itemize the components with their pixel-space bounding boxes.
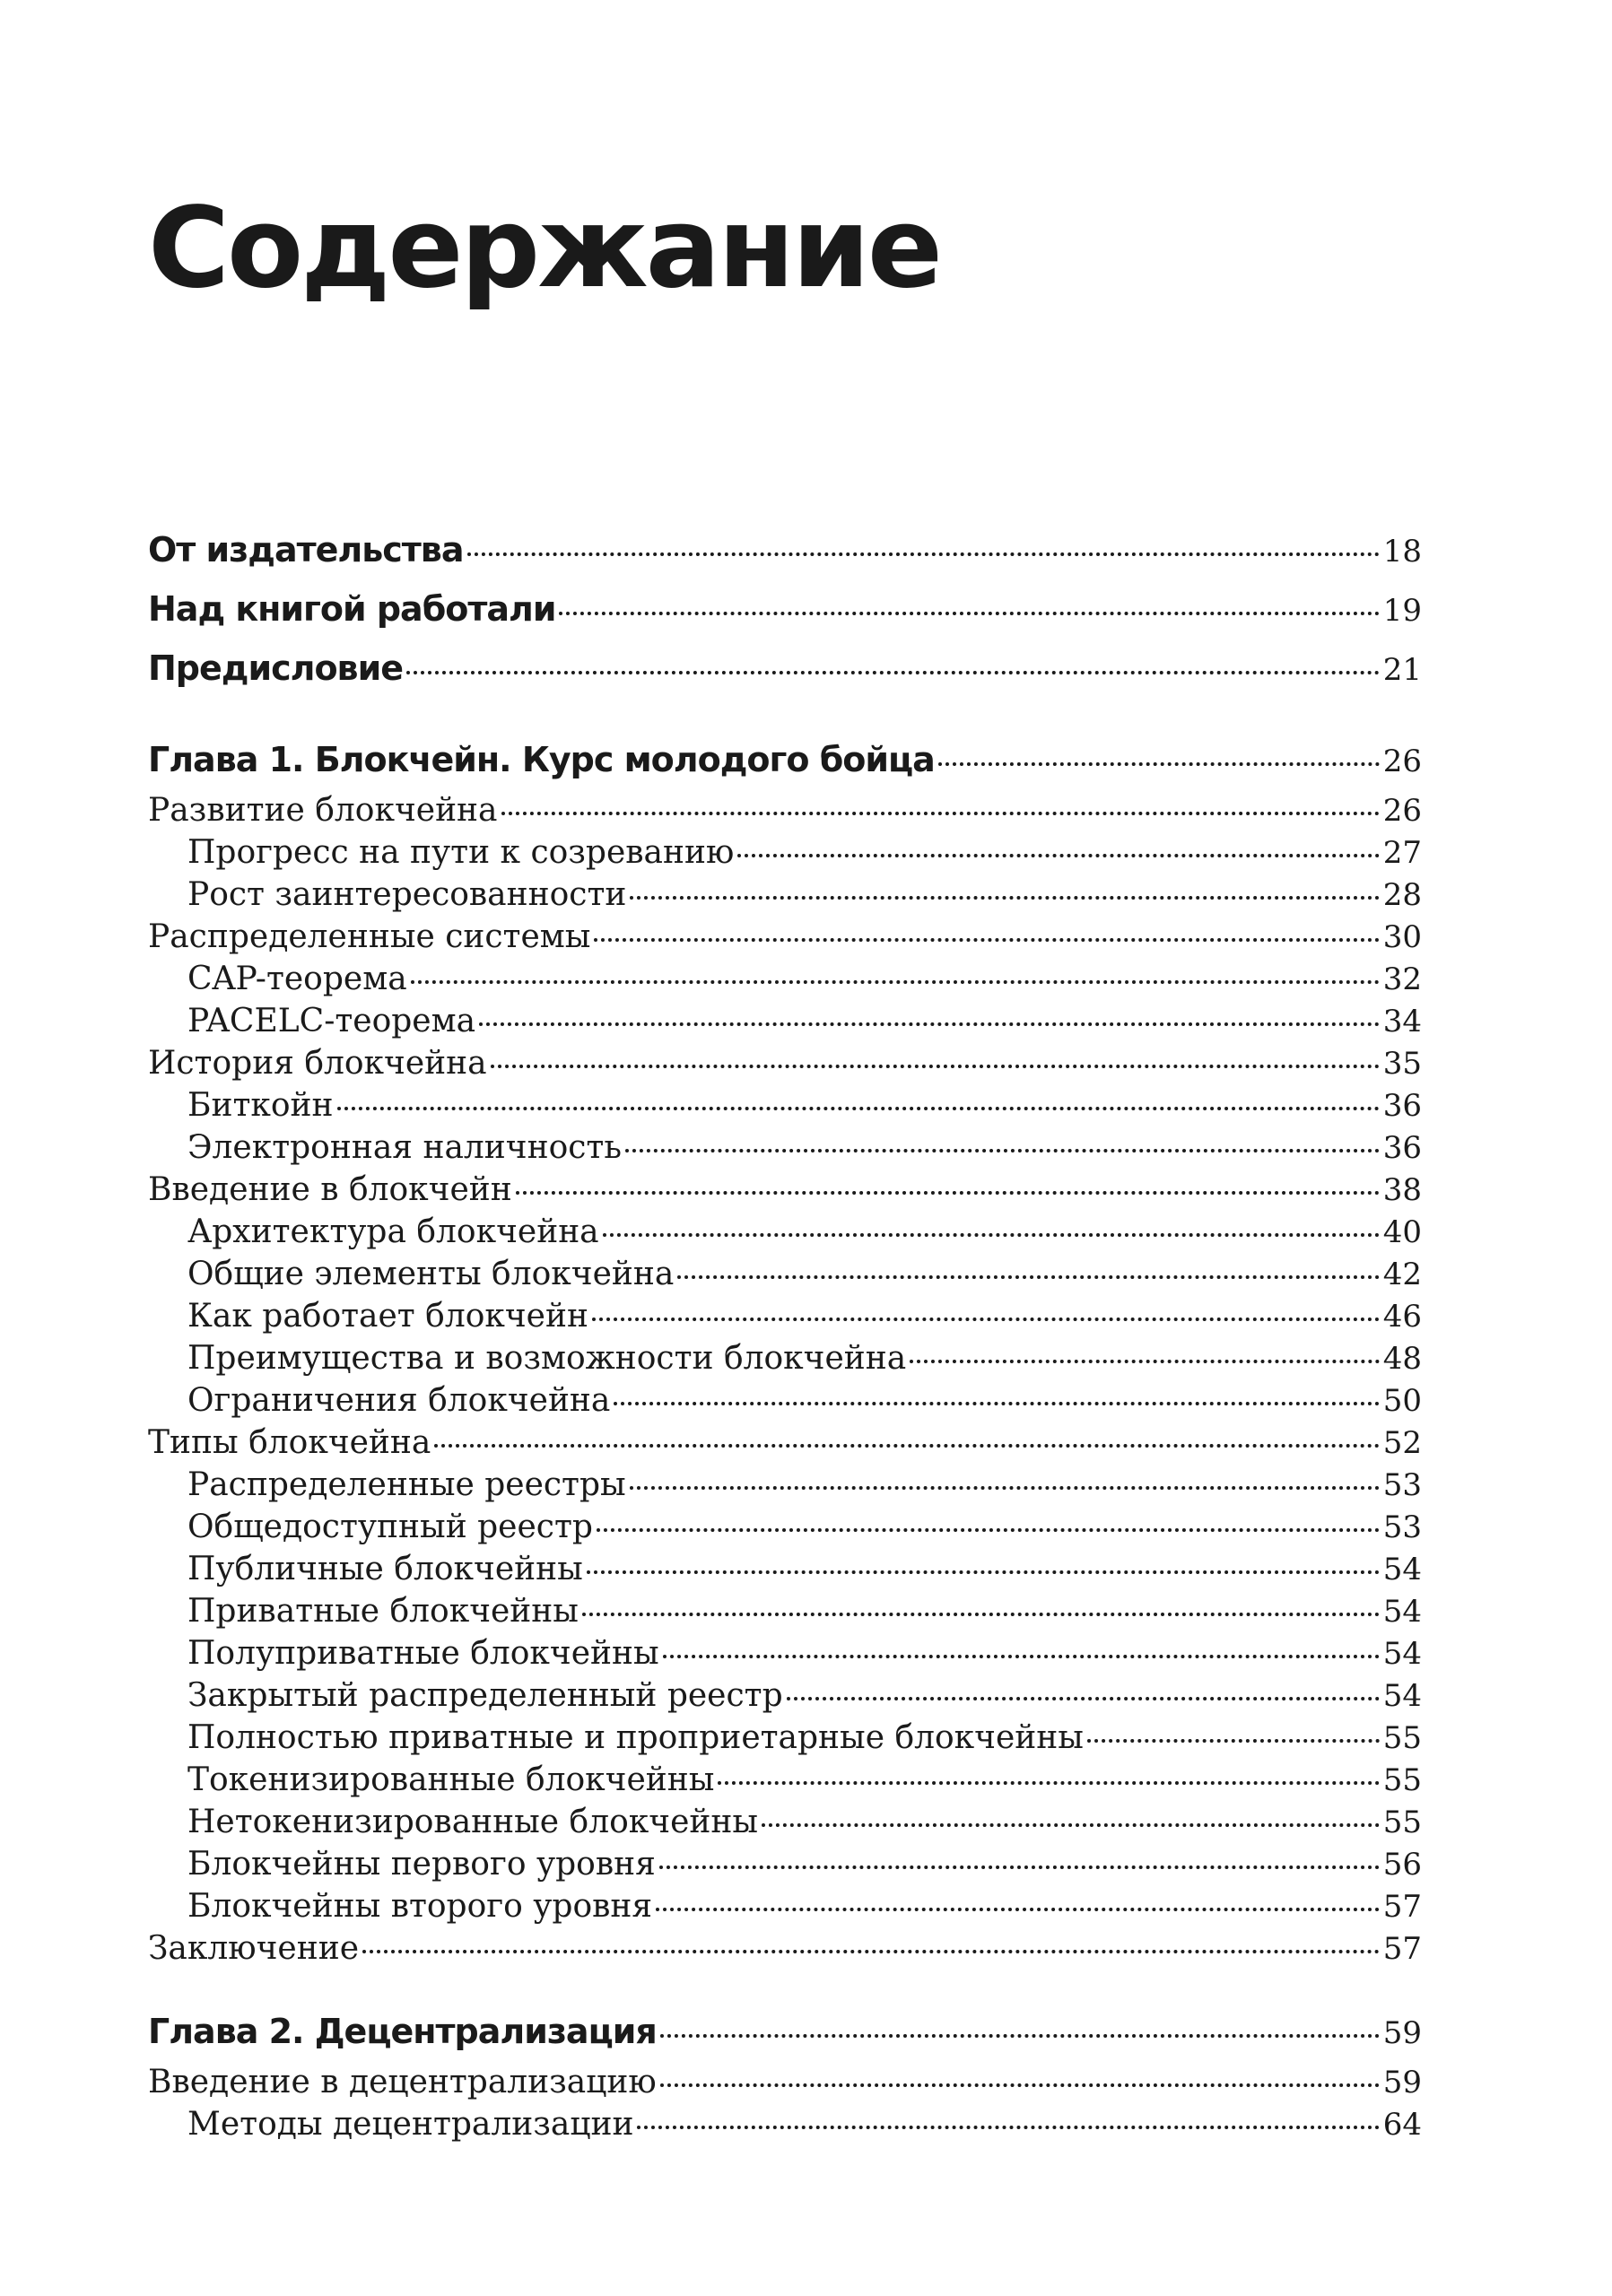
dot-leader <box>337 1107 1380 1110</box>
toc-entry[interactable] <box>148 1000 1422 1042</box>
toc-entry[interactable] <box>148 520 1422 579</box>
toc-entry-page-number: 55 <box>1382 1805 1422 1840</box>
toc-entry-page-number: 32 <box>1382 961 1422 997</box>
dot-leader <box>406 671 1380 674</box>
toc-entry[interactable] <box>148 1717 1422 1759</box>
dot-leader <box>614 1402 1379 1405</box>
toc-entry-page-number: 26 <box>1382 793 1422 829</box>
toc-entry-page-number: 36 <box>1382 1130 1422 1166</box>
toc-entry-title: От издательства <box>148 530 464 570</box>
dot-leader <box>501 812 1380 815</box>
dot-leader <box>660 2083 1380 2087</box>
toc-entry-page-number: 54 <box>1382 1636 1422 1672</box>
toc-entry-title: Приватные блокчейны <box>187 1593 579 1630</box>
toc-entry[interactable] <box>148 639 1422 698</box>
dot-leader <box>938 762 1380 766</box>
toc-entry-title: Токенизированные блокчейны <box>187 1761 715 1798</box>
toc-entry[interactable] <box>148 2103 1422 2145</box>
toc-entry-title: Как работает блокчейн <box>187 1298 588 1335</box>
toc-entry-page-number: 59 <box>1382 2065 1422 2100</box>
toc-entry[interactable] <box>148 916 1422 958</box>
toc-entry[interactable] <box>148 1801 1422 1843</box>
dot-leader <box>594 938 1379 942</box>
toc-entry[interactable] <box>148 831 1422 874</box>
toc-entry[interactable] <box>148 1422 1422 1464</box>
dot-leader <box>787 1697 1380 1700</box>
toc-entry-title: Нетокенизированные блокчейны <box>187 1804 759 1840</box>
dot-leader <box>411 980 1380 984</box>
dot-leader <box>659 1866 1380 1869</box>
toc-entry-page-number: 27 <box>1382 835 1422 871</box>
toc-entry[interactable] <box>148 1042 1422 1084</box>
toc-entry[interactable] <box>148 2061 1422 2103</box>
toc-entry-title: Электронная наличность <box>187 1129 622 1166</box>
dot-leader <box>663 1655 1380 1658</box>
toc-entry[interactable] <box>148 1084 1422 1126</box>
toc-entry[interactable] <box>148 1843 1422 1885</box>
toc-entry-title: Полуприватные блокчейны <box>187 1635 659 1672</box>
toc-entry-page-number: 40 <box>1382 1214 1422 1250</box>
toc-entry[interactable] <box>148 1295 1422 1337</box>
dot-leader <box>582 1613 1380 1616</box>
toc-entry-page-number: 48 <box>1382 1341 1422 1377</box>
toc-entry-page-number: 54 <box>1382 1552 1422 1587</box>
toc-entry-title: Общедоступный реестр <box>187 1509 593 1545</box>
toc-entry[interactable] <box>148 1253 1422 1295</box>
toc-entry-page-number: 53 <box>1382 1467 1422 1503</box>
toc-entry-title: Типы блокчейна <box>148 1424 431 1461</box>
toc-entry-page-number: 55 <box>1382 1720 1422 1756</box>
toc-entry-page-number: 55 <box>1382 1762 1422 1798</box>
dot-leader <box>737 854 1379 857</box>
toc-entry-page-number: 52 <box>1382 1425 1422 1461</box>
toc-entry[interactable] <box>148 1211 1422 1253</box>
toc-entry-title: Распределенные реестры <box>187 1466 626 1503</box>
dot-leader <box>910 1360 1380 1363</box>
dot-leader <box>630 1486 1380 1490</box>
toc-entry[interactable] <box>148 789 1422 831</box>
toc-chapter-entry[interactable] <box>148 2002 1422 2061</box>
toc-entry-title: Заключение <box>148 1930 360 1967</box>
toc-entry-title: Введение в децентрализацию <box>148 2064 657 2100</box>
dot-leader <box>587 1570 1380 1574</box>
toc-entry[interactable] <box>148 958 1422 1000</box>
toc-entry-page-number: 57 <box>1382 1889 1422 1925</box>
dot-leader <box>660 2034 1380 2038</box>
dot-leader <box>362 1950 1380 1953</box>
toc-entry-title: Развитие блокчейна <box>148 792 498 829</box>
toc-entry-title: Глава 2. Децентрализация <box>148 2012 657 2051</box>
dot-leader <box>467 552 1380 556</box>
dot-leader <box>625 1149 1380 1152</box>
dot-leader <box>656 1908 1380 1911</box>
toc-entry-page-number: 42 <box>1382 1257 1422 1292</box>
toc-entry-page-number: 59 <box>1382 2015 1422 2051</box>
toc-entry-page-number: 30 <box>1382 919 1422 955</box>
toc-entry-page-number: 34 <box>1382 1004 1422 1039</box>
dot-leader <box>762 1823 1380 1827</box>
toc-entry[interactable] <box>148 1674 1422 1717</box>
toc-entry-title: Глава 1. Блокчейн. Курс молодого бойца <box>148 740 935 779</box>
toc-entry-page-number: 53 <box>1382 1509 1422 1545</box>
toc-entry-title: Блокчейны второго уровня <box>187 1888 653 1925</box>
dot-leader <box>516 1191 1380 1195</box>
toc-entry[interactable] <box>148 1337 1422 1379</box>
dot-leader <box>1087 1739 1380 1743</box>
toc-entry-page-number: 18 <box>1382 534 1422 570</box>
toc-entry-page-number: 57 <box>1382 1931 1422 1967</box>
toc-entry[interactable] <box>148 1169 1422 1211</box>
toc-entry-title: Прогресс на пути к созреванию <box>187 834 735 871</box>
dot-leader <box>434 1444 1379 1448</box>
dot-leader <box>491 1065 1380 1068</box>
toc-entry[interactable] <box>148 1927 1422 1970</box>
toc-entry-title: Распределенные системы <box>148 918 591 955</box>
dot-leader <box>637 2126 1379 2129</box>
toc-entry-page-number: 38 <box>1382 1172 1422 1208</box>
dot-leader <box>479 1022 1380 1026</box>
toc-entry[interactable] <box>148 1759 1422 1801</box>
page-title: Содержание <box>148 184 940 313</box>
toc-chapter-entry[interactable] <box>148 730 1422 789</box>
toc-entry[interactable] <box>148 1379 1422 1422</box>
toc-entry-title: Рост заинтересованности <box>187 876 627 913</box>
toc-entry-page-number: 21 <box>1382 652 1422 688</box>
toc-entry-page-number: 54 <box>1382 1678 1422 1714</box>
toc-entry[interactable] <box>148 1885 1422 1927</box>
toc-entry-page-number: 54 <box>1382 1594 1422 1630</box>
toc-entry-page-number: 19 <box>1382 593 1422 629</box>
toc-entry[interactable] <box>148 1126 1422 1169</box>
dot-leader <box>677 1275 1379 1279</box>
toc-entry-title: Над книгой работали <box>148 589 556 629</box>
toc-entry-title: Полностью приватные и проприетарные блокчейны <box>187 1719 1084 1756</box>
dot-leader <box>592 1318 1380 1321</box>
toc-entry-title: Преимущества и возможности блокчейна <box>187 1340 907 1377</box>
toc-entry-page-number: 46 <box>1382 1299 1422 1335</box>
toc-entry-title: Биткойн <box>187 1087 334 1124</box>
toc-entry[interactable] <box>148 1464 1422 1506</box>
toc-entry-page-number: 28 <box>1382 877 1422 913</box>
toc-entry-page-number: 36 <box>1382 1088 1422 1124</box>
toc-entry-title: Введение в блокчейн <box>148 1171 512 1208</box>
toc-entry-title: Общие элементы блокчейна <box>187 1256 675 1292</box>
table-of-contents <box>148 520 1422 2145</box>
dot-leader <box>603 1233 1380 1237</box>
toc-entry-title: Закрытый распределенный реестр <box>187 1677 783 1714</box>
toc-entry[interactable] <box>148 1632 1422 1674</box>
toc-entry-title: Предисловие <box>148 648 404 688</box>
toc-entry[interactable] <box>148 1590 1422 1632</box>
toc-entry[interactable] <box>148 874 1422 916</box>
dot-leader <box>718 1781 1379 1785</box>
toc-entry-title: Ограничения блокчейна <box>187 1382 611 1419</box>
toc-entry-title: CAP-теорема <box>187 961 407 997</box>
toc-entry-title: PACELC-теорема <box>187 1003 476 1039</box>
toc-entry-page-number: 64 <box>1382 2107 1422 2143</box>
toc-entry-title: Публичные блокчейны <box>187 1551 583 1587</box>
toc-entry-page-number: 35 <box>1382 1046 1422 1082</box>
toc-entry-page-number: 50 <box>1382 1383 1422 1419</box>
toc-entry-title: История блокчейна <box>148 1045 487 1082</box>
dot-leader <box>597 1528 1380 1532</box>
dot-leader <box>630 896 1379 900</box>
toc-entry-page-number: 26 <box>1382 744 1422 779</box>
toc-entry[interactable] <box>148 1548 1422 1590</box>
toc-entry-title: Архитектура блокчейна <box>187 1213 599 1250</box>
toc-entry-page-number: 56 <box>1382 1847 1422 1883</box>
dot-leader <box>559 612 1379 615</box>
toc-entry[interactable] <box>148 579 1422 639</box>
toc-entry-title: Методы децентрализации <box>187 2106 634 2143</box>
toc-entry-title: Блокчейны первого уровня <box>187 1846 656 1883</box>
toc-entry[interactable] <box>148 1506 1422 1548</box>
